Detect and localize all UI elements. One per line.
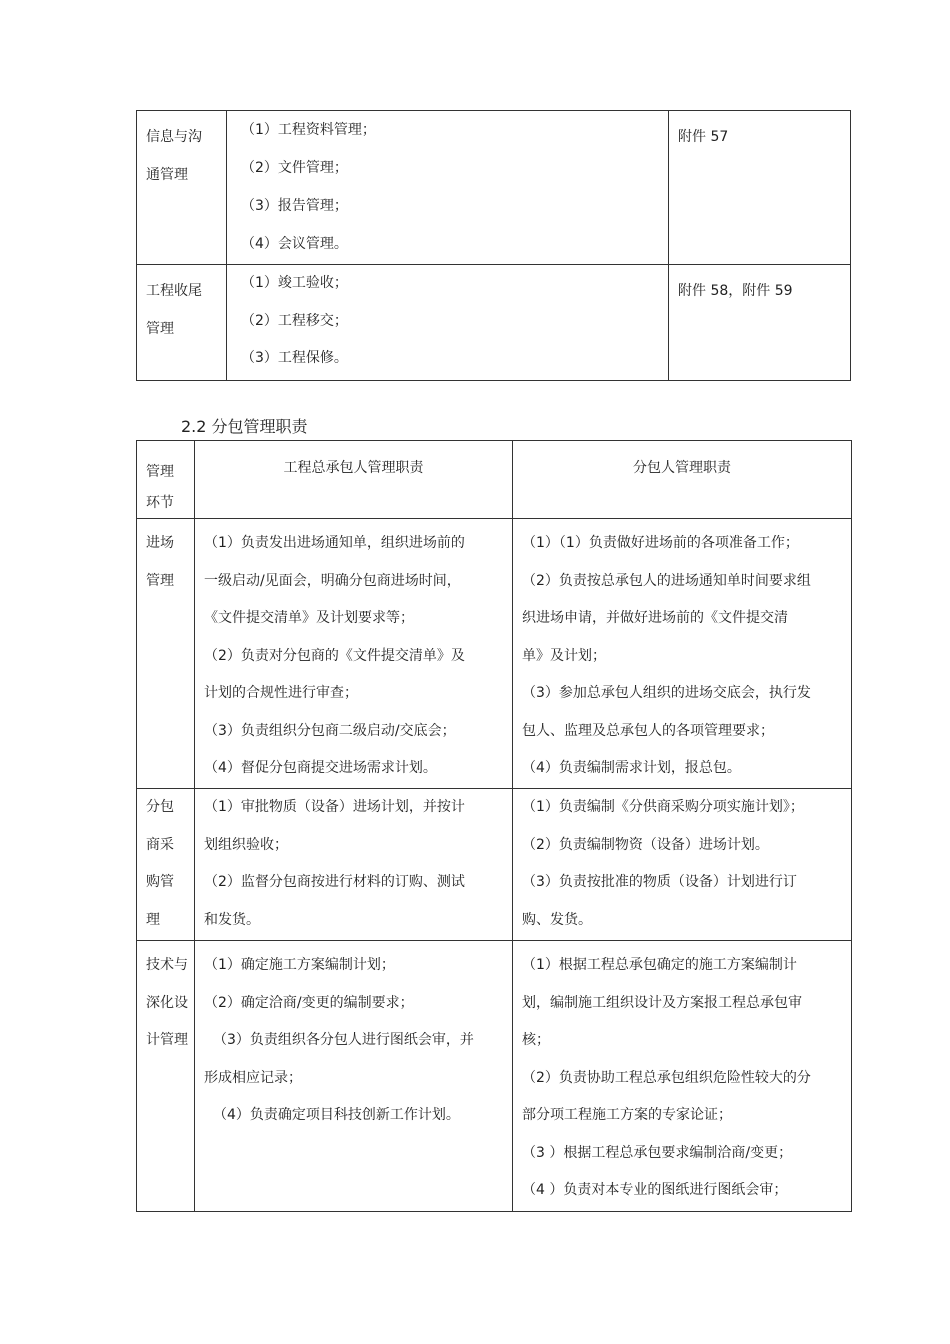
duty-line: （1）审批物质（设备）进场计划，并按计 xyxy=(204,799,465,815)
duty-line: 和发货。 xyxy=(204,911,260,928)
duty-line: 划组织验收； xyxy=(204,836,288,853)
management-table-top xyxy=(136,110,851,381)
duty-line: （3 ）根据工程总承包要求编制洽商/变更； xyxy=(522,1144,793,1161)
duty-line: 一级启动/见面会，明确分包商进场时间， xyxy=(204,572,461,589)
general-duty-cell xyxy=(195,789,513,941)
duty-line: 计划的合规性进行审查； xyxy=(204,685,358,701)
row-label-cell xyxy=(137,941,195,1212)
row-label-line: 商采 xyxy=(146,836,174,853)
header-cell-stage xyxy=(137,441,195,519)
row-label-line: 信息与沟 xyxy=(146,129,202,145)
row-label-line: 工程收尾 xyxy=(146,283,202,299)
duty-line: 单》及计划； xyxy=(522,647,606,664)
duty-line: （3）参加总承包人组织的进场交底会，执行发 xyxy=(522,685,811,701)
header-cell-sub xyxy=(513,441,852,519)
duty-line: （3）负责组织分包商二级启动/交底会； xyxy=(204,722,456,739)
row-label-cell xyxy=(137,519,195,789)
duty-line: （2）负责对分包商的《文件提交清单》及 xyxy=(204,647,465,664)
row-label-cell xyxy=(137,265,227,381)
row-label-line: 购管 xyxy=(146,874,174,890)
duty-line: （2）负责编制物资（设备）进场计划。 xyxy=(522,836,769,853)
row-label-line: 管理 xyxy=(146,572,174,589)
duty-line: 部分项工程施工方案的专家论证； xyxy=(522,1107,732,1123)
header-stage-line: 管理 xyxy=(146,464,174,480)
subcontract-duty-table xyxy=(136,440,852,1212)
table-header-row xyxy=(137,441,852,519)
row-label-line: 分包 xyxy=(146,799,174,815)
duty-line: （1）确定施工方案编制计划； xyxy=(204,957,395,973)
duty-line: 划，编制施工组织设计及方案报工程总承包审 xyxy=(522,994,802,1011)
duty-line: （2）负责协助工程总承包组织危险性较大的分 xyxy=(522,1069,811,1086)
table-row xyxy=(137,941,852,1212)
row-label-line: 计管理 xyxy=(146,1032,188,1048)
header-cell-general xyxy=(195,441,513,519)
duty-line: （3）负责组织各分包人进行图纸会审，并 xyxy=(213,1032,474,1048)
duty-line: （2）确定洽商/变更的编制要求； xyxy=(204,994,414,1011)
duty-line: 形成相应记录； xyxy=(204,1069,302,1086)
duty-item: （3）报告管理； xyxy=(241,198,348,214)
row-label-line: 通管理 xyxy=(146,166,188,183)
attachment-ref: 附件 58，附件 59 xyxy=(678,283,793,299)
general-duty-cell xyxy=(195,519,513,789)
duty-line: 织进场申请，并做好进场前的《文件提交清 xyxy=(522,610,788,626)
duty-line: （4 ）负责对本专业的图纸进行图纸会审； xyxy=(522,1182,788,1198)
duty-line: 购、发货。 xyxy=(522,911,592,928)
row-label-cell xyxy=(137,111,227,265)
duty-item: （4）会议管理。 xyxy=(241,236,348,252)
duty-item: （2）文件管理； xyxy=(241,160,348,176)
duty-line: （4）负责确定项目科技创新工作计划。 xyxy=(213,1107,460,1123)
sub-duty-cell xyxy=(513,519,852,789)
duty-item: （2）工程移交； xyxy=(241,312,348,329)
duty-line: （2）负责按总承包人的进场通知单时间要求组 xyxy=(522,572,811,589)
duty-line: （1）（1）负责做好进场前的各项准备工作； xyxy=(522,535,799,551)
sub-duty-cell xyxy=(513,941,852,1212)
table-row xyxy=(137,789,852,941)
attachment-cell xyxy=(669,265,851,381)
table-row xyxy=(137,519,852,789)
duty-line: （4）负责编制需求计划，报总包。 xyxy=(522,760,741,776)
row-label-line: 深化设 xyxy=(146,994,188,1011)
duty-item: （1）竣工验收； xyxy=(241,275,348,291)
attachment-ref: 附件 57 xyxy=(678,129,729,145)
row-label-cell xyxy=(137,789,195,941)
row-label-line: 管理 xyxy=(146,320,174,337)
duty-line: 《文件提交清单》及计划要求等； xyxy=(204,610,414,626)
table-row xyxy=(137,111,851,265)
duty-item: （1）工程资料管理； xyxy=(241,122,376,138)
row-label-line: 进场 xyxy=(146,535,174,551)
duty-line: （4）督促分包商提交进场需求计划。 xyxy=(204,760,437,776)
duty-items-cell xyxy=(227,265,669,381)
duty-items-cell xyxy=(227,111,669,265)
table-row xyxy=(137,265,851,381)
duty-line: 包人、监理及总承包人的各项管理要求； xyxy=(522,722,774,739)
duty-line: （1）负责发出进场通知单，组织进场前的 xyxy=(204,535,465,551)
duty-line: （2）监督分包商按进行材料的订购、测试 xyxy=(204,874,465,890)
general-duty-cell xyxy=(195,941,513,1212)
duty-line: （1）根据工程总承包确定的施工方案编制计 xyxy=(522,957,797,973)
header-sub-label: 分包人管理职责 xyxy=(633,460,731,476)
duty-item: （3）工程保修。 xyxy=(241,350,348,366)
row-label-line: 理 xyxy=(146,911,160,928)
duty-line: 核； xyxy=(522,1032,550,1048)
row-label-line: 技术与 xyxy=(146,957,188,973)
section-title: 2.2 分包管理职责 xyxy=(181,417,308,436)
header-general-label: 工程总承包人管理职责 xyxy=(283,460,424,476)
sub-duty-cell xyxy=(513,789,852,941)
duty-line: （1）负责编制《分供商采购分项实施计划》； xyxy=(522,799,804,815)
duty-line: （3）负责按批准的物质（设备）计划进行订 xyxy=(522,874,797,890)
attachment-cell xyxy=(669,111,851,265)
header-stage-line: 环节 xyxy=(146,495,174,511)
